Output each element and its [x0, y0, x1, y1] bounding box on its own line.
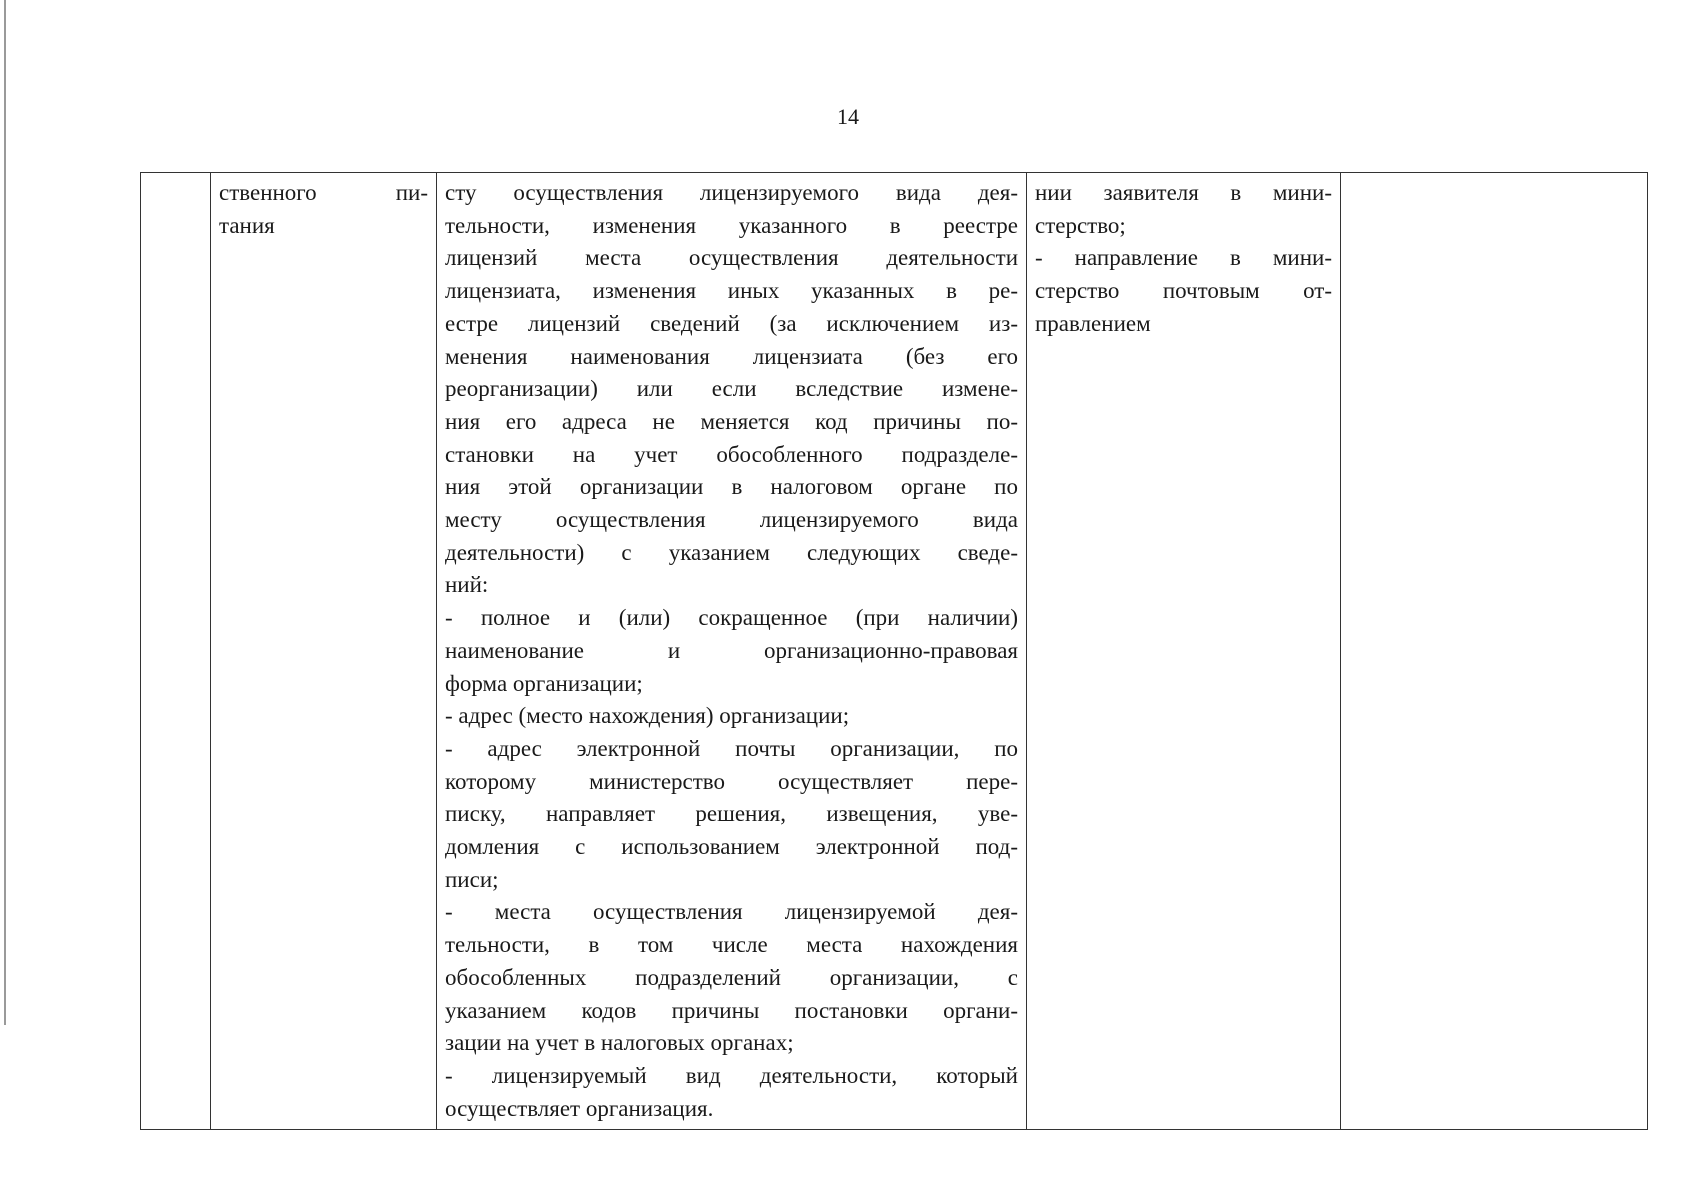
cell-text-line: домления с использованием электронной под-: [445, 834, 1018, 860]
cell-text-line: тельности, изменения указанного в реестре: [445, 212, 1018, 238]
cell-text-line: - полное и (или) сокращенное (при наличии): [445, 605, 1018, 631]
cell-text-line: менения наименования лицензиата (без его: [445, 343, 1018, 369]
cell-text-line: лицензиата, изменения иных указанных в ре-: [445, 278, 1018, 304]
cell-text-line: - направление в мини-: [1035, 245, 1332, 271]
cell-text-line: тания: [219, 212, 275, 238]
cell-text-line: указанием кодов причины постановки органи-: [445, 997, 1018, 1023]
cell-text-line: сту осуществления лицензируемого вида дея-: [445, 180, 1018, 205]
cell-text-line: - места осуществления лицензируемой дея-: [445, 899, 1018, 925]
table-cell-number: [141, 173, 211, 1130]
cell-text-line: естре лицензий сведений (за исключением из-: [445, 310, 1018, 336]
cell-text-line: становки на учет обособленного подразделе-: [445, 441, 1018, 467]
cell-text-line: стерство почтовым от-: [1035, 278, 1332, 304]
cell-text-line: лицензий места осуществления деятельности: [445, 245, 1018, 271]
document-table: [140, 172, 1648, 1130]
cell-text-line: ственного пи-: [219, 180, 428, 205]
cell-text-line: писку, направляет решения, извещения, уве-: [445, 801, 1018, 827]
cell-text-line: зации на учет в налоговых органах;: [445, 1030, 794, 1056]
cell-text-line: осуществляет организация.: [445, 1095, 714, 1121]
cell-text-line: месту осуществления лицензируемого вида: [445, 507, 1018, 533]
cell-text-line: ния его адреса не меняется код причины по-: [445, 408, 1018, 434]
table-cell-activity: [211, 173, 437, 1130]
table-cell-submission-method: [1027, 173, 1341, 1130]
cell-text-line: тельности, в том числе места нахождения: [445, 932, 1018, 958]
cell-text-line: - адрес электронной почты организации, по: [445, 735, 1018, 761]
table-row: [141, 173, 1648, 1130]
cell-text-line: нии заявителя в мини-: [1035, 180, 1332, 205]
cell-text-line: деятельности) с указанием следующих сведе-: [445, 539, 1018, 565]
cell-text-line: писи;: [445, 866, 499, 892]
cell-text-line: - лицензируемый вид деятельности, который: [445, 1062, 1018, 1088]
cell-text-line: наименование и организационно-правовая: [445, 637, 1018, 663]
scan-edge-line: [4, 0, 6, 1025]
cell-text-line: правлением: [1035, 310, 1151, 336]
cell-text-line: реорганизации) или если вследствие измене-: [445, 376, 1018, 402]
cell-text-line: которому министерство осуществляет пере-: [445, 768, 1018, 794]
cell-text-line: стерство;: [1035, 212, 1126, 238]
cell-text-line: форма организации;: [445, 670, 643, 696]
table-cell-documents: [437, 173, 1027, 1130]
cell-text-line: обособленных подразделений организации, с: [445, 964, 1018, 990]
cell-text-line: ния этой организации в налоговом органе по: [445, 474, 1018, 500]
table-cell-notes: [1341, 173, 1648, 1130]
page-number: 14: [837, 104, 859, 129]
cell-text-line: ний:: [445, 572, 489, 598]
cell-text-line: - адрес (место нахождения) организации;: [445, 703, 850, 729]
